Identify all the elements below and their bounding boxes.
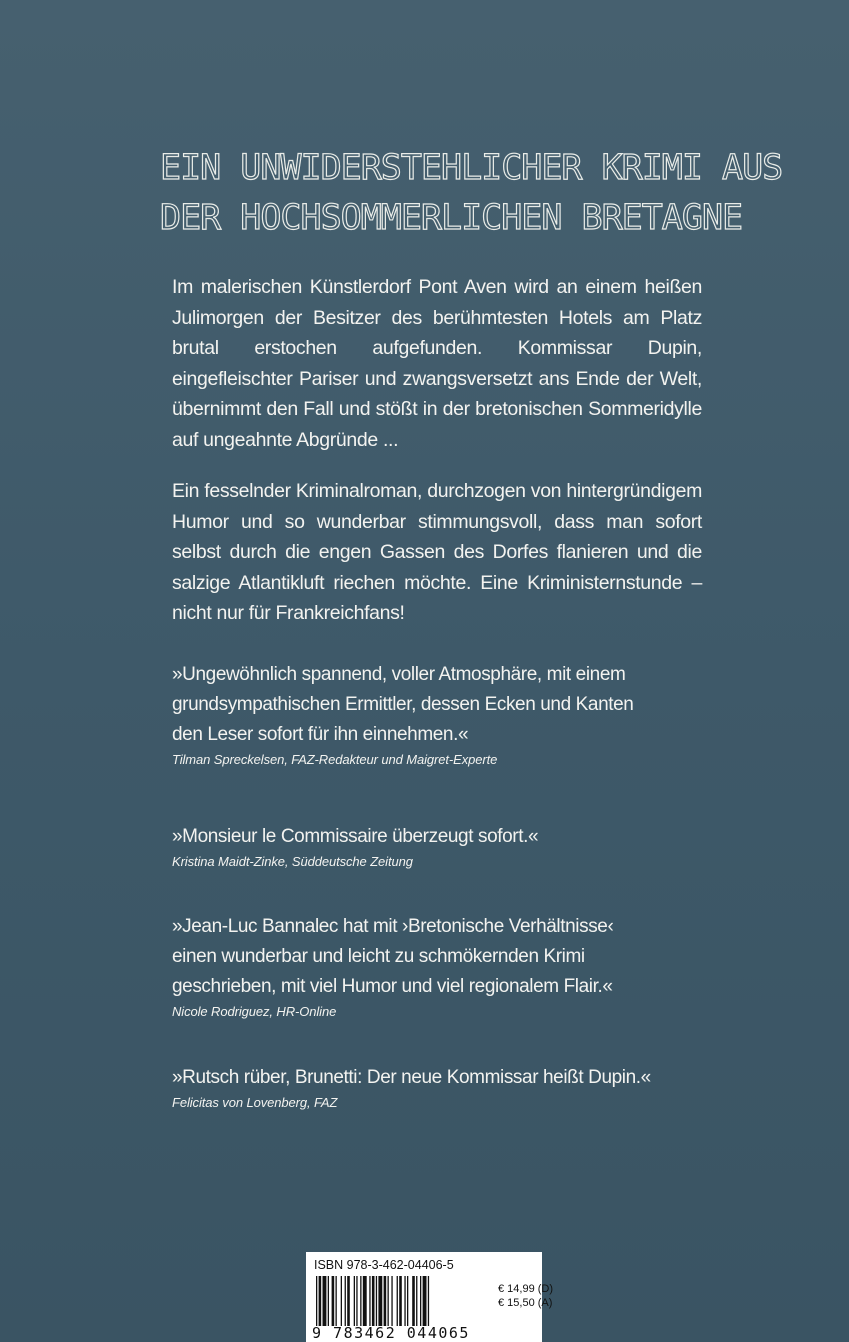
description-paragraph-2 bbox=[172, 476, 702, 629]
review-quote-3 bbox=[172, 912, 712, 1022]
barcode-bar bbox=[354, 1276, 355, 1326]
barcode-bar bbox=[323, 1276, 327, 1326]
description-paragraph-1 bbox=[172, 272, 702, 455]
price-list bbox=[498, 1282, 553, 1310]
barcode-bar bbox=[407, 1276, 408, 1326]
barcode-bar bbox=[423, 1276, 427, 1326]
review-quote-1 bbox=[172, 660, 712, 770]
quote-line: geschrieben, mit viel Humor und viel regionalem Flair.« bbox=[172, 976, 613, 997]
barcode-bar bbox=[428, 1276, 429, 1326]
barcode-bar bbox=[376, 1276, 377, 1326]
quote-attribution: Kristina Maidt-Zinke, Süddeutsche Zeitung bbox=[172, 854, 413, 869]
barcode-bar bbox=[372, 1276, 375, 1326]
description-text-2: Ein fesselnder Kriminalroman, durchzogen von hintergründigem Humor und so wunderbar stimmungsvoll, dass man sofort selbst durch die engen Gassen des Dorfes flanieren und die salzige Atlantikluft riechen möchte. Eine Kriministernstunde – nicht nur für Frankreichfans! bbox=[172, 480, 702, 624]
barcode-bar bbox=[319, 1276, 322, 1326]
quote-attribution: Felicitas von Lovenberg, FAZ bbox=[172, 1095, 338, 1110]
barcode-bar bbox=[345, 1276, 346, 1326]
price-germany: € 14,99 (D) bbox=[498, 1283, 554, 1295]
quote-line: »Rutsch rüber, Brunetti: Der neue Kommissar heißt Dupin.« bbox=[172, 1067, 651, 1088]
barcode-bar bbox=[420, 1276, 421, 1326]
quote-line: »Jean-Luc Bannalec hat mit ›Bretonische Verhältnisse‹ bbox=[172, 916, 614, 937]
quote-line: grundsympathischen Ermittler, dessen Ecken und Kanten bbox=[172, 694, 634, 715]
quote-line: einen wunderbar und leicht zu schmökernden Krimi bbox=[172, 946, 585, 967]
review-quote-2 bbox=[172, 822, 712, 872]
barcode-panel bbox=[306, 1252, 554, 1342]
quote-line: »Monsieur le Commissaire überzeugt sofort.« bbox=[172, 826, 539, 847]
barcode-icon bbox=[314, 1276, 492, 1326]
barcode-bar bbox=[360, 1276, 361, 1326]
barcode-bar bbox=[347, 1276, 350, 1326]
barcode-bar bbox=[356, 1276, 357, 1326]
barcode-bar bbox=[384, 1276, 387, 1326]
price-austria: € 15,50 (A) bbox=[498, 1297, 553, 1309]
quote-line: »Ungewöhnlich spannend, voller Atmosphäre, mit einem bbox=[172, 664, 626, 685]
barcode-digits: 9 783462 044065 bbox=[312, 1324, 470, 1342]
quote-attribution: Nicole Rodriguez, HR-Online bbox=[172, 1004, 337, 1019]
barcode-bar bbox=[399, 1276, 402, 1326]
review-quote-4 bbox=[172, 1063, 712, 1113]
barcode-bar bbox=[341, 1276, 342, 1326]
quote-line: den Leser sofort für ihn einnehmen.« bbox=[172, 724, 469, 745]
barcode-bar bbox=[397, 1276, 398, 1326]
headline bbox=[160, 143, 783, 243]
headline-line-1: EIN UNWIDERSTEHLICHER KRIMI AUS bbox=[160, 148, 783, 188]
barcode-bar bbox=[412, 1276, 415, 1326]
barcode-bar bbox=[363, 1276, 367, 1326]
barcode-bar bbox=[391, 1276, 392, 1326]
barcode-bar bbox=[328, 1276, 329, 1326]
quote-attribution: Tilman Spreckelsen, FAZ-Redakteur und Maigret-Experte bbox=[172, 752, 498, 767]
isbn-label: ISBN 978-3-462-04406-5 bbox=[314, 1258, 454, 1272]
description-text-1: Im malerischen Künstlerdorf Pont Aven wird an einem heißen Julimorgen der Besitzer des berühmtesten Hotels am Platz brutal erstochen aufgefunden. Kommissar Dupin, eingefleischter Pariser und zwangsversetzt ans Ende der Welt, übernimmt den Fall und stößt in der bretonischen Sommeridylle auf ungeahnte Abgründe ... bbox=[172, 276, 702, 451]
barcode-bar bbox=[378, 1276, 382, 1326]
barcode-bar bbox=[316, 1276, 317, 1326]
barcode-bar bbox=[416, 1276, 417, 1326]
barcode-bar bbox=[404, 1276, 405, 1326]
headline-line-2: DER HOCHSOMMERLICHEN BRETAGNE bbox=[160, 198, 743, 238]
barcode-bar bbox=[369, 1276, 370, 1326]
barcode-bar bbox=[332, 1276, 335, 1326]
barcode-bar bbox=[336, 1276, 337, 1326]
barcode-bar bbox=[388, 1276, 389, 1326]
